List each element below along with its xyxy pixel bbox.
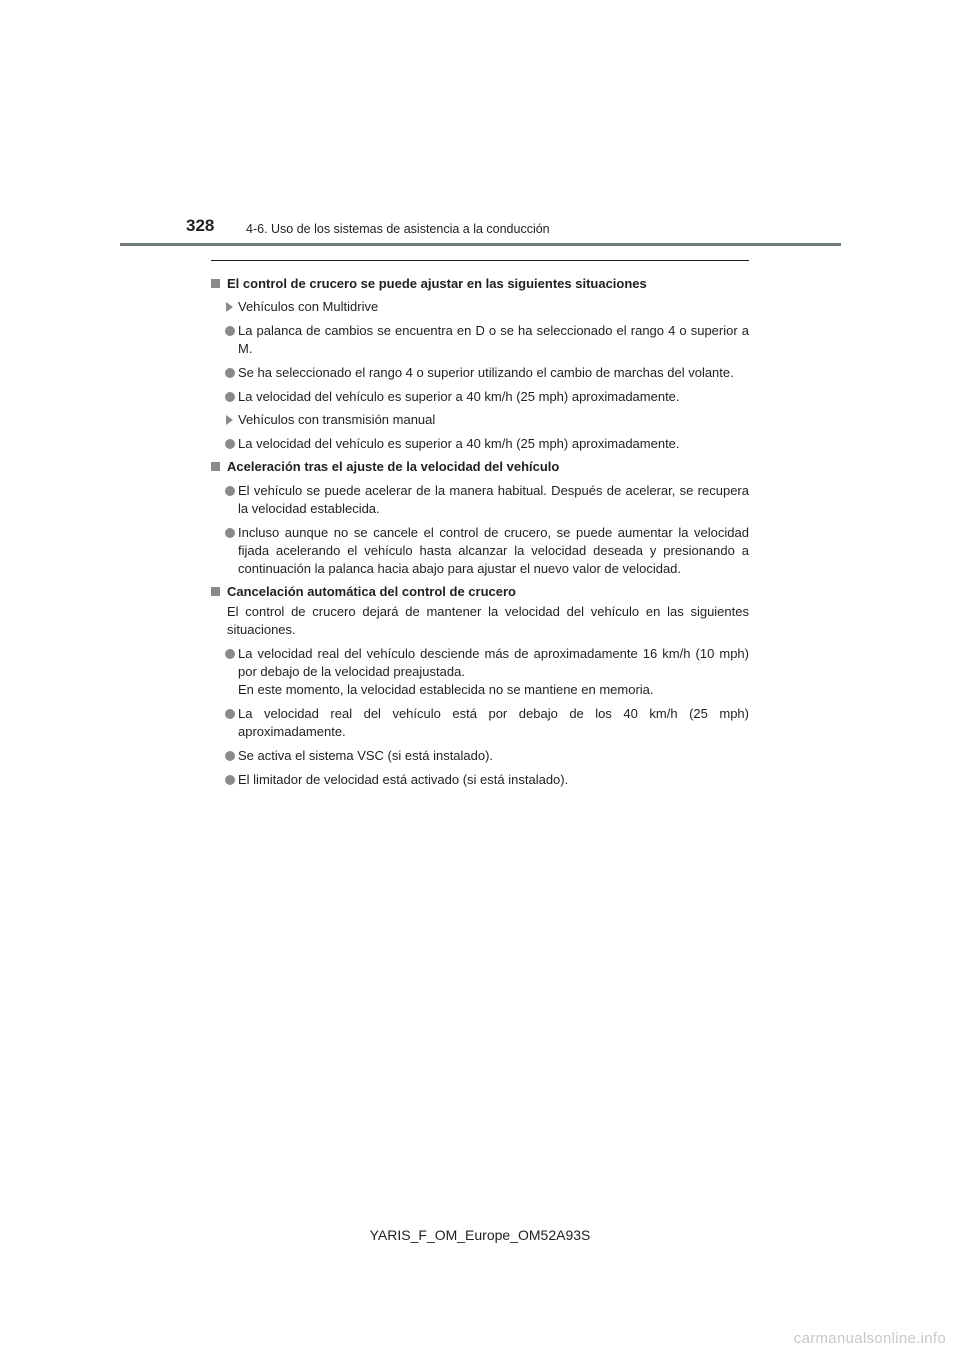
circle-bullet-icon: [225, 709, 235, 719]
list-item-note: En este momento, la velocidad establecida no se mantiene en memoria.: [238, 682, 654, 697]
list-item-text: Se activa el sistema VSC (si está instalado).: [238, 748, 494, 763]
list-item: [211, 322, 749, 358]
section-heading: [211, 583, 749, 601]
triangle-arrow-icon: [226, 415, 233, 425]
circle-bullet-icon: [225, 439, 235, 449]
circle-bullet-icon: [225, 368, 235, 378]
document-id: YARIS_F_OM_Europe_OM52A93S: [369, 1227, 591, 1243]
section-heading-text: Cancelación automática del control de crucero: [227, 584, 516, 599]
square-bullet-icon: [211, 462, 220, 471]
triangle-arrow-icon: [226, 302, 233, 312]
circle-bullet-icon: [225, 528, 235, 538]
section-heading: [211, 275, 749, 293]
main-content: [211, 270, 749, 789]
watermark: carmanualsonline.info: [793, 1330, 946, 1347]
square-bullet-icon: [211, 587, 220, 596]
subheading: [211, 298, 749, 316]
list-item-text: La velocidad del vehículo es superior a 40 km/h (25 mph) aproximadamente.: [238, 389, 680, 404]
circle-bullet-icon: [225, 486, 235, 496]
list-item: [211, 482, 749, 518]
list-item-text: Incluso aunque no se cancele el control de crucero, se puede aumentar la velocidad fijada acelerando el vehículo hasta alcanzar la velocidad deseada y presionando a continuación la palanca hacia abajo para ajustar el nuevo valor de velocidad.: [238, 525, 749, 576]
list-item: [211, 771, 749, 789]
subheading: [211, 411, 749, 429]
list-item-text: Se ha seleccionado el rango 4 o superior utilizando el cambio de marchas del volante.: [238, 365, 734, 380]
subheading-text: Vehículos con transmisión manual: [238, 412, 436, 427]
list-item: [211, 435, 749, 453]
section-intro: El control de crucero dejará de mantener la velocidad del vehículo en las siguientes situaciones.: [227, 604, 749, 637]
circle-bullet-icon: [225, 775, 235, 785]
list-item-text: La palanca de cambios se encuentra en D o se ha seleccionado el rango 4 o superior a M.: [238, 323, 749, 356]
list-item-text: La velocidad del vehículo es superior a 40 km/h (25 mph) aproximadamente.: [238, 436, 680, 451]
section-heading-text: Aceleración tras el ajuste de la velocidad del vehículo: [227, 459, 560, 474]
section-rule: [211, 260, 749, 261]
subheading-text: Vehículos con Multidrive: [238, 299, 379, 314]
list-item-text: El vehículo se puede acelerar de la manera habitual. Después de acelerar, se recupera la velocidad establecida.: [238, 483, 749, 516]
section-heading: [211, 458, 749, 476]
list-item: [211, 645, 749, 699]
list-item: [211, 524, 749, 578]
list-item-text: La velocidad real del vehículo está por debajo de los 40 km/h (25 mph) aproximadamente.: [238, 706, 749, 739]
page-number: 328: [186, 216, 215, 235]
list-item: [211, 705, 749, 741]
circle-bullet-icon: [225, 649, 235, 659]
list-item: [211, 747, 749, 765]
square-bullet-icon: [211, 279, 220, 288]
header-rule: [120, 243, 841, 246]
circle-bullet-icon: [225, 392, 235, 402]
list-item: [211, 364, 749, 382]
chapter-title: 4-6. Uso de los sistemas de asistencia a la conducción: [246, 222, 550, 236]
list-item-text: El limitador de velocidad está activado (si está instalado).: [238, 772, 569, 787]
circle-bullet-icon: [225, 326, 235, 336]
section-heading-text: El control de crucero se puede ajustar en las siguientes situaciones: [227, 276, 647, 291]
list-item: [211, 388, 749, 406]
circle-bullet-icon: [225, 751, 235, 761]
list-item-text: La velocidad real del vehículo desciende más de aproximadamente 16 km/h (10 mph) por debajo de la velocidad preajustada.: [238, 646, 749, 679]
